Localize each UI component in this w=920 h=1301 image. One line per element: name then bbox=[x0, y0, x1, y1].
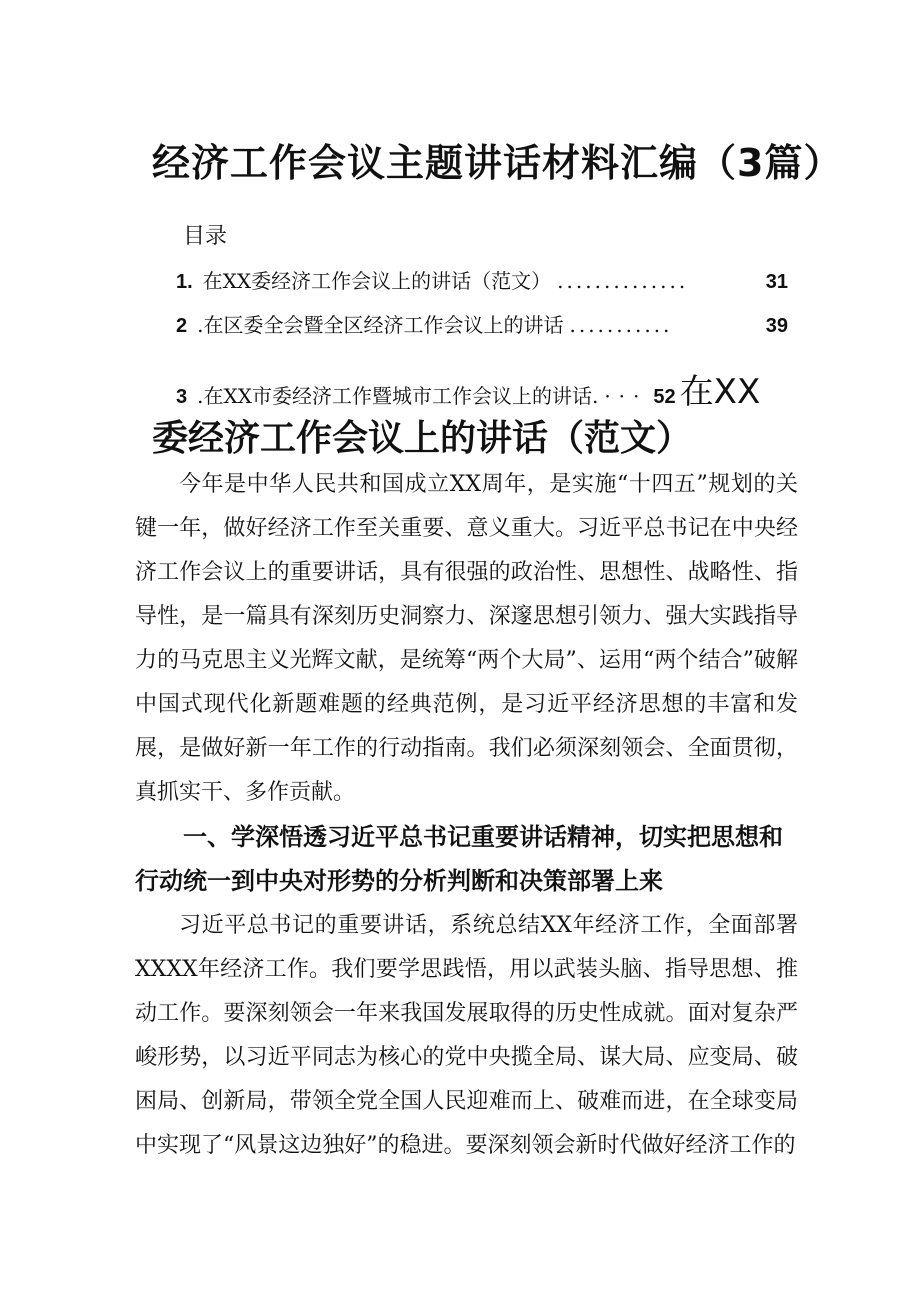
toc-item-number: 3 bbox=[176, 386, 188, 408]
toc-page-number: 39 bbox=[765, 315, 788, 337]
section-subheading: 一、学深悟透习近平总书记重要讲话精神，切实把思想和行动统一到中央对形势的分析判断和决策部署上来 bbox=[135, 823, 783, 895]
toc-leader: ··· bbox=[604, 384, 648, 408]
toc-heading: 目录 bbox=[183, 224, 228, 249]
toc-item[interactable] bbox=[176, 364, 790, 413]
toc-page-number: 52 bbox=[653, 386, 676, 408]
toc-item-number: 2 bbox=[176, 315, 188, 337]
toc-item-text: .在区委全会暨全区经济工作会议上的讲话 bbox=[197, 313, 564, 337]
toc-page-number: 31 bbox=[765, 271, 788, 293]
toc-item-number: 1. bbox=[176, 271, 193, 293]
toc-item[interactable] bbox=[176, 309, 788, 338]
toc-item[interactable] bbox=[176, 265, 788, 294]
body-paragraph: 习近平总书记的重要讲话，系统总结XX年经济工作，全面部署XXXX年经济工作。我们要学思践悟，用以武装头脑、指导思想、推动工作。要深刻领会一年来我国发展取得的历史性成就。面对复杂严峻形势，以习近平同志为核心的党中央揽全局、谋大局、应变局、破困局、创新局，带领全党全国人民迎难而上、破难而进，在全球变局中实现了“风景这边独好”的稳进。要深刻领会新时代做好经济工作的 bbox=[135, 913, 798, 1158]
body-paragraph: 今年是中华人民共和国成立XX周年，是实施“十四五”规划的关键一年，做好经济工作至关重要、意义重大。习近平总书记在中央经济工作会议上的重要讲话，具有很强的政治性、思想性、战略性、指导性，是一篇具有深刻历史洞察力、深邃思想引领力、强大实践指导力的马克思主义光辉文献，是统筹“两个大局”、运用“两个结合”破解中国式现代化新题难题的经典范例，是习近平经济思想的丰富和发展，是做好新一年工作的行动指南。我们必须深刻领会、全面贯彻，真抓实干、多作贡献。 bbox=[135, 472, 798, 805]
section-title-start: 在XX bbox=[679, 372, 761, 412]
section-title: 委经济工作会议上的讲话（范文） bbox=[152, 418, 693, 459]
toc-item-text: .在XX市委经济工作暨城市工作会议上的讲话. bbox=[197, 384, 599, 408]
toc-leader: .............. bbox=[557, 269, 689, 293]
document-title: 经济工作会议主题讲话材料汇编（3篇） bbox=[152, 141, 843, 185]
toc-item-text: 在XX委经济工作会议上的讲话（范文） bbox=[202, 269, 552, 293]
toc-leader: ........... bbox=[569, 313, 673, 337]
